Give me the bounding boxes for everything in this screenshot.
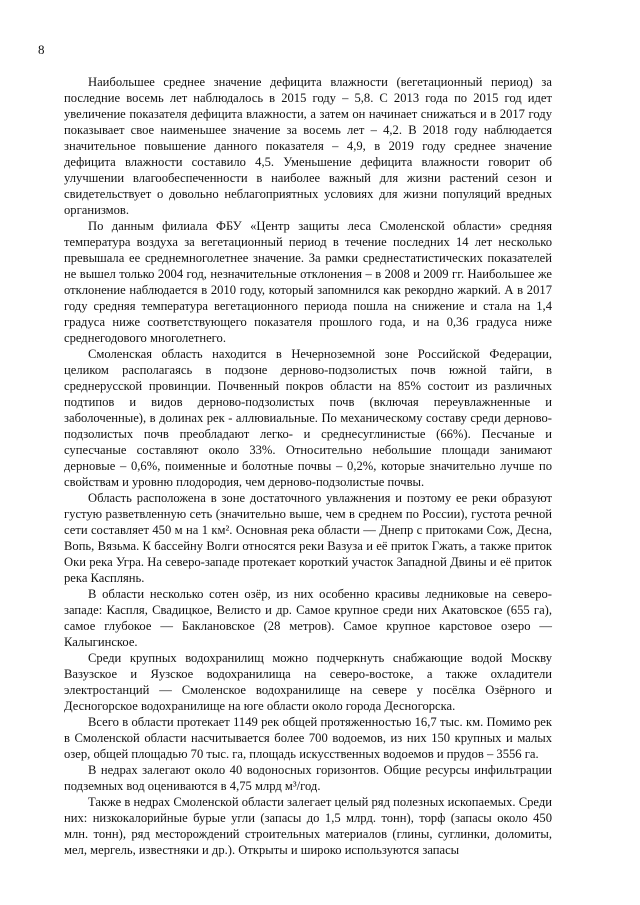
- page-number: 8: [38, 42, 45, 57]
- paragraph-humidity-deficit: Наибольшее среднее значение дефицита влажности (вегетационный период) за последние восемь лет наблюдалось в 2015 году – 5,8. С 2013 года по 2015 год идет увеличение показателя дефицита влажности, а затем он начинает снижаться и в 2017 году показывает свое наименьшее значение за восемь лет – 4,2. В 2018 году наблюдается значительное повышение данного показателя – 4,9, в 2019 году среднее значение дефицита влажности составило 4,5. Уменьшение дефицита влажности говорит об улучшении влагообеспеченности в наиболее важный для жизни растений сезон и свидетельствует о довольно неблагоприятных условиях для жизни популяций вредных организмов.: [64, 75, 552, 217]
- paragraph-air-temperature: По данным филиала ФБУ «Центр защиты леса Смоленской области» средняя температура воздуха за вегетационный период в течение последних 14 лет несколько превышала ее среднемноголетнее значение. За рамки среднестатистических показателей не вышел только 2004 год, незначительные отклонения – в 2008 и 2009 гг. Наибольшее же отклонение наблюдается в 2010 году, который запомнился как рекордно жаркий. А в 2017 году средняя температура вегетационного периода пошла на снижение и стала на 1,4 градуса ниже соответствующего показателя прошлого года, и на 0,36 градуса ниже среднегодового многолетнего.: [64, 219, 552, 345]
- paragraph-reservoirs: Среди крупных водохранилищ можно подчеркнуть снабжающие водой Москву Вазузское и Яузское водохранилища на северо-востоке, а также охладители электростанций — Смоленское водохранилище на севере у посёлка Озёрного и Десногорское водохранилище на юге области около города Десногорска.: [64, 651, 552, 713]
- paragraph-soils: Смоленская область находится в Нечерноземной зоне Российской Федерации, целиком располагаясь в подзоне дерново-подзолистых почв южной тайги, в среднерусской провинции. Почвенный покров области на 85% состоит из различных подтипов и видов дерново-подзолистых почв (включая переувлажненные и заболоченные), в долинах рек - аллювиальные. По механическому составу среди дерново-подзолистых почв преобладают легко- и среднесуглинистые (66%). Песчаные и супесчаные составляют около 33%. Относительно небольшие площади занимают дерновые – 0,6%, поименные и болотные почвы – 0,2%, которые значительно лучше по свойствам и уровню плодородия, чем дерново-подзолистые почвы.: [64, 347, 552, 489]
- document-body: [64, 74, 552, 858]
- paragraph-aquifers: В недрах залегают около 40 водоносных горизонтов. Общие ресурсы инфильтрации подземных вод оцениваются в 4,75 млрд м³/год.: [64, 763, 552, 793]
- paragraph-lakes: В области несколько сотен озёр, из них особенно красивы ледниковые на северо-западе: Каспля, Свадицкое, Велисто и др. Самое крупное среди них Акатовское (655 га), самое глубокое — Баклановское (28 метров). Самое крупное карстовое озеро — Калыгинское.: [64, 587, 552, 649]
- paragraph-rivers: Область расположена в зоне достаточного увлажнения и поэтому ее реки образуют густую разветвленную сеть (значительно выше, чем в среднем по России), густота речной сети составляет 450 м на 1 км². Основная река области — Днепр с притоками Сож, Десна, Вопь, Вязьма. К бассейну Волги относятся реки Вазуза и её приток Гжать, а также приток Оки река Угра. На северо-западе протекает короткий участок Западной Двины и её приток река Касплянь.: [64, 491, 552, 585]
- paragraph-water-bodies-stats: Всего в области протекает 1149 рек общей протяженностью 16,7 тыс. км. Помимо рек в Смоленской области насчитывается более 700 водоемов, из них 150 крупных и малых озер, общей площадью 70 тыс. га, площадь искусственных водоемов и прудов – 3556 га.: [64, 715, 552, 761]
- paragraph-minerals: Также в недрах Смоленской области залегает целый ряд полезных ископаемых. Среди них: низкокалорийные бурые угли (запасы до 1,5 млрд. тонн), торф (запасы около 450 млн. тонн), ряд месторождений строительных материалов (глины, суглинки, доломиты, мел, мергель, известняки и др.). Открыты и широко используются запасы: [64, 795, 552, 857]
